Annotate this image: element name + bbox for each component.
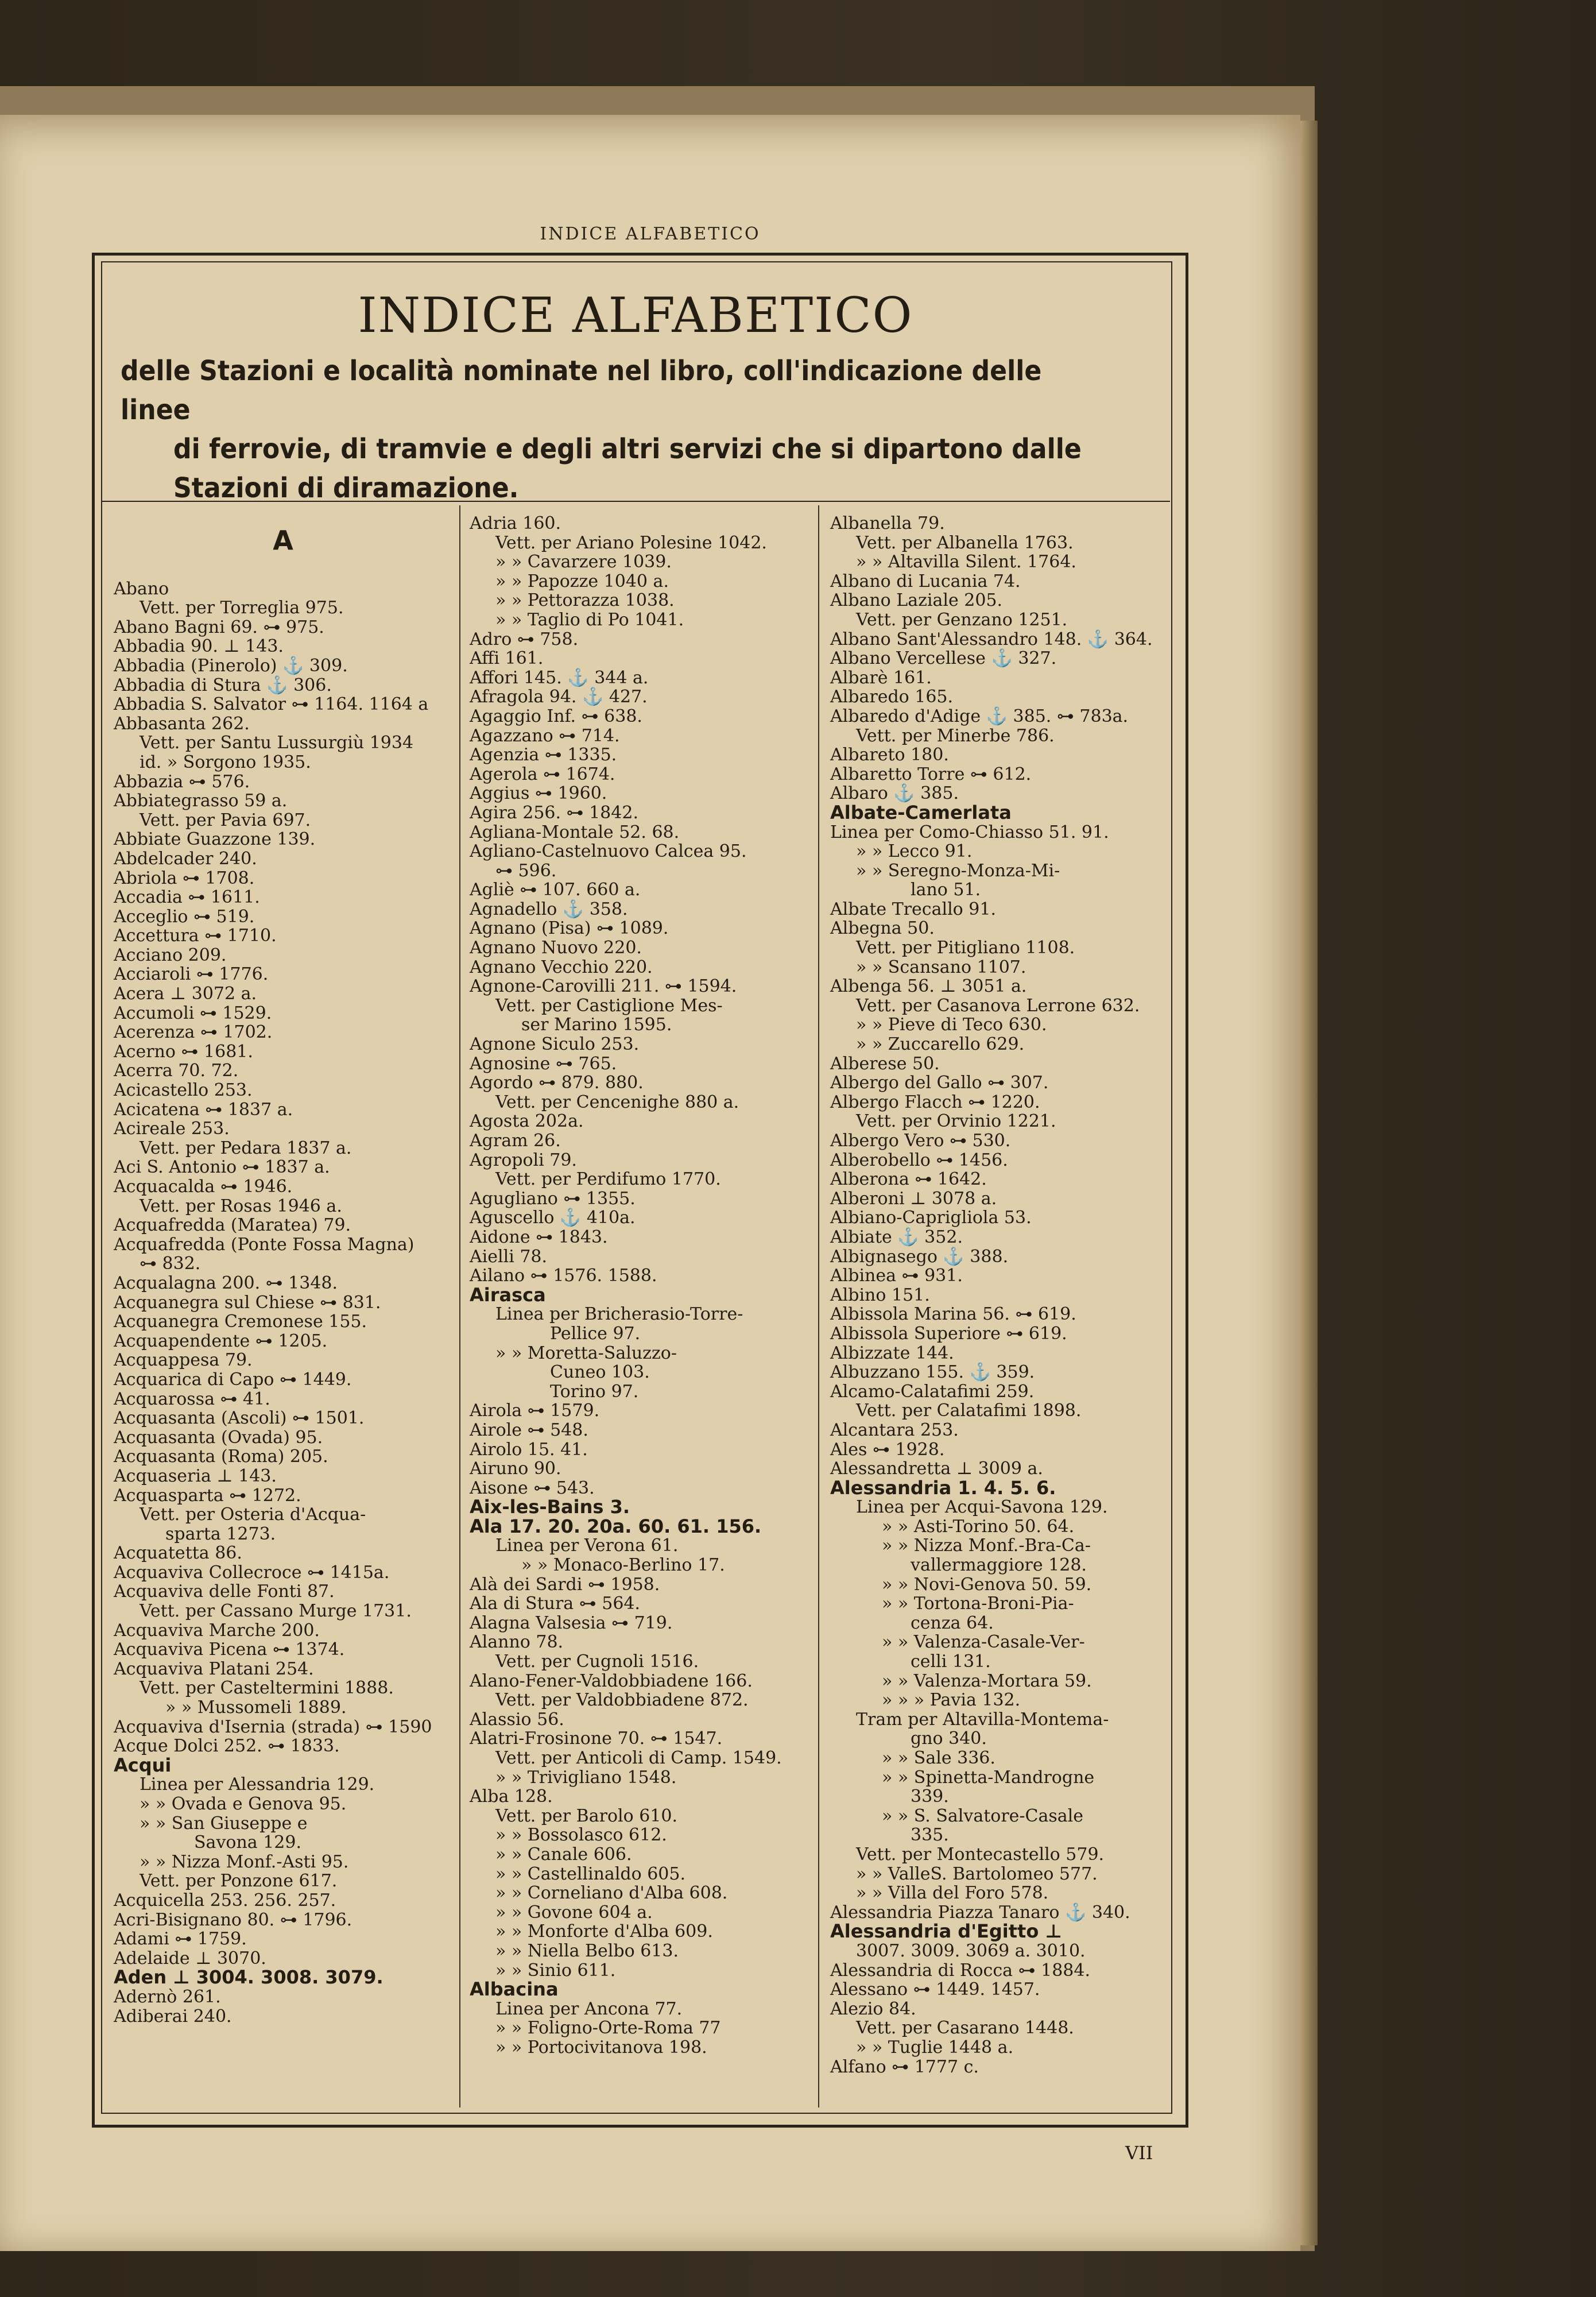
index-entry: » » Monforte d'Alba 609. [495,1921,713,1942]
index-entry: Albignasego ⚓ 388. [830,1246,1009,1267]
index-entry: Vett. per Pedara 1837 a. [140,1138,352,1158]
index-entry: Acireale 253. [114,1119,230,1139]
index-entry: » » Castellinaldo 605. [495,1863,686,1884]
index-entry: Albarè 161. [830,667,932,688]
index-entry: Agram 26. [470,1131,561,1151]
index-entry: Acerno ⊶ 1681. [114,1041,253,1062]
index-entry: Vett. per Rosas 1946 a. [140,1196,342,1216]
index-entry: Acerra 70. 72. [114,1061,239,1081]
index-entry: Albinea ⊶ 931. [830,1266,963,1286]
index-entry: Cuneo 103. [550,1362,650,1383]
index-entry: Acquaviva Platani 254. [114,1658,314,1679]
index-entry: Abbadia (Pinerolo) ⚓ 309. [114,655,348,676]
subtitle-line-1: delle Stazioni e località nominate nel libro, coll'indicazione delle linee [121,355,1042,426]
index-entry: Agira 256. ⊶ 1842. [470,802,638,823]
index-entry: Ala di Stura ⊶ 564. [470,1594,641,1614]
index-entry: » » Canale 606. [495,1844,632,1865]
index-entry: Acquasanta (Ovada) 95. [114,1427,323,1448]
index-entry: Acceglio ⊶ 519. [114,906,255,927]
index-entry: Albenga 56. ⊥ 3051 a. [830,976,1027,997]
index-entry: Alessandria Piazza Tanaro ⚓ 340. [830,1902,1130,1923]
index-entry: Aielli 78. [470,1246,548,1267]
index-entry: Airolo 15. 41. [470,1439,588,1460]
index-entry: Agnano (Pisa) ⊶ 1089. [470,918,669,939]
index-entry: Linea per Ancona 77. [495,1998,683,2019]
index-entry: Alba 128. [470,1786,553,1807]
index-entry: Vett. per Pitigliano 1108. [856,938,1075,958]
index-entry: Adernò 261. [114,1986,221,2007]
index-entry: » » Zuccarello 629. [856,1034,1025,1055]
index-entry: Torino 97. [550,1381,639,1402]
index-entry: Agugliano ⊶ 1355. [470,1188,636,1209]
index-entry: » » Cavarzere 1039. [495,552,672,573]
index-entry: » » Spinetta-Mandrogne [882,1767,1095,1788]
index-entry: » » Taglio di Po 1041. [495,609,684,630]
index-entry: Vett. per Minerbe 786. [856,725,1055,746]
index-entry: Acquarica di Capo ⊶ 1449. [114,1369,352,1390]
index-entry: Agenzia ⊶ 1335. [470,745,617,765]
index-entry: Agerola ⊶ 1674. [470,764,615,784]
index-entry: Aci S. Antonio ⊶ 1837 a. [114,1157,330,1178]
index-entry: Albano Sant'Alessandro 148. ⚓ 364. [830,629,1153,649]
index-entry: Acquappesa 79. [114,1350,253,1371]
index-entry: Tram per Altavilla-Montema- [856,1709,1109,1730]
index-entry: Acquaseria ⊥ 143. [114,1465,277,1486]
index-entry: Alberobello ⊶ 1456. [830,1150,1008,1170]
index-entry: Albaredo d'Adige ⚓ 385. ⊶ 783a. [830,706,1129,726]
subtitle [121,351,1082,508]
index-entry: Acquafredda (Ponte Fossa Magna) [114,1234,415,1255]
index-entry: » » ValleS. Bartolomeo 577. [856,1863,1098,1884]
index-entry: Albino 151. [830,1285,930,1305]
index-entry: Affori 145. ⚓ 344 a. [470,667,649,688]
index-entry: Vett. per Barolo 610. [495,1805,678,1826]
index-entry: Vett. per Casanova Lerrone 632. [856,995,1140,1016]
index-entry: Albiano-Caprigliola 53. [830,1208,1032,1228]
index-entry: Alà dei Sardi ⊶ 1958. [470,1574,660,1595]
index-entry: Agnano Vecchio 220. [470,957,653,977]
index-entry: Alessano ⊶ 1449. 1457. [830,1979,1040,2000]
index-entry: Abdelcader 240. [114,848,257,869]
index-entry: Adami ⊶ 1759. [114,1929,247,1950]
index-entry: » » S. Salvatore-Casale [882,1805,1084,1826]
index-entry: Adro ⊶ 758. [470,629,579,649]
index-station-heading: Albate-Camerlata [830,801,1012,823]
index-column-1 [114,514,452,2026]
index-entry: Agliana-Montale 52. 68. [470,822,680,842]
index-entry: » » Pieve di Teco 630. [856,1015,1047,1035]
index-entry: Albano Laziale 205. [830,590,1003,611]
index-entry: Accettura ⊶ 1710. [114,926,277,946]
index-entry: vallermaggiore 128. [911,1555,1087,1576]
index-entry: Savona 129. [194,1832,301,1853]
index-column-2 [470,514,811,2058]
index-entry: Linea per Verona 61. [495,1536,679,1556]
index-entry: » » Monaco-Berlino 17. [521,1555,725,1576]
index-entry: Agnone-Carovilli 211. ⊶ 1594. [470,976,737,997]
index-entry: Alezio 84. [830,1998,916,2019]
index-entry: Agnone Siculo 253. [470,1034,640,1055]
index-entry: » » Lecco 91. [856,841,973,862]
index-entry: Albissola Superiore ⊶ 619. [830,1323,1067,1344]
index-entry: » » Villa del Foro 578. [856,1883,1049,1904]
index-station-heading: Aix-les-Bains 3. [470,1496,630,1518]
index-entry: Acera ⊥ 3072 a. [114,984,257,1004]
index-station-heading: Acqui [114,1754,172,1776]
index-station-heading: Alessandria d'Egitto ⊥ [830,1920,1062,1943]
index-entry: Albaretto Torre ⊶ 612. [830,764,1032,784]
index-entry: Albergo del Gallo ⊶ 307. [830,1073,1049,1093]
index-entry: Abano [114,578,169,599]
index-entry: » » Tortona-Broni-Pia- [882,1594,1074,1614]
subtitle-line-2: di ferrovie, di tramvie e degli altri servizi che si dipartono dalle [173,433,1082,465]
index-entry: Adiberai 240. [114,2006,232,2027]
index-entry: lano 51. [911,880,981,900]
index-entry: Accumoli ⊶ 1529. [114,1003,272,1023]
index-entry: Vett. per Osteria d'Acqua- [140,1505,366,1525]
index-entry: Agazzano ⊶ 714. [470,725,620,746]
index-entry: Airole ⊶ 548. [470,1420,588,1440]
column-divider-2 [818,505,819,2107]
index-entry: Vett. per Torreglia 975. [140,598,344,618]
index-entry: ⊶ 832. [140,1254,201,1274]
index-station-heading: Aden ⊥ 3004. 3008. 3079. [114,1966,383,1989]
index-entry: Albizzate 144. [830,1343,954,1363]
index-entry: Albergo Vero ⊶ 530. [830,1131,1011,1151]
index-entry: Vett. per Cassano Murge 1731. [140,1601,412,1622]
index-entry: » » Sale 336. [882,1748,995,1768]
index-entry: Acquapendente ⊶ 1205. [114,1331,328,1351]
index-entry: Agliano-Castelnuovo Calcea 95. [470,841,747,862]
section-letter: A [273,525,293,556]
index-entry: Albate Trecallo 91. [830,899,996,919]
index-entry: Alatri-Frosinone 70. ⊶ 1547. [470,1728,723,1749]
index-entry: Linea per Como-Chiasso 51. 91. [830,822,1109,842]
index-entry: Albareto 180. [830,745,949,765]
index-entry: Acquafredda (Maratea) 79. [114,1215,351,1236]
index-entry: Vett. per Perdifumo 1770. [495,1169,721,1190]
index-entry: Vett. per Cencenighe 880 a. [495,1092,739,1112]
index-entry: Acquaviva Collecroce ⊶ 1415a. [114,1562,390,1583]
index-entry: Vett. per Santu Lussurgiù 1934 [140,733,414,753]
index-entry: » » San Giuseppe e [140,1813,308,1834]
index-entry: Ailano ⊶ 1576. 1588. [470,1266,657,1286]
index-entry: Vett. per Montecastello 579. [856,1844,1105,1865]
index-station-heading: Airasca [470,1283,546,1306]
index-entry: Agliè ⊶ 107. 660 a. [470,880,641,900]
index-entry: Agaggio Inf. ⊶ 638. [470,706,642,726]
index-entry: Acqualagna 200. ⊶ 1348. [114,1273,338,1293]
index-entry: id. » Sorgono 1935. [140,752,311,772]
index-entry: Abbadia 90. ⊥ 143. [114,636,284,657]
index-entry: Agropoli 79. [470,1150,577,1170]
index-entry: Abbadia S. Salvator ⊶ 1164. 1164 a [114,694,429,715]
index-entry: Linea per Acqui-Savona 129. [856,1497,1108,1518]
index-entry: » » Asti-Torino 50. 64. [882,1516,1075,1537]
index-entry: ser Marino 1595. [521,1015,672,1035]
index-entry: Agordo ⊶ 879. 880. [470,1073,644,1093]
index-entry: Abriola ⊶ 1708. [114,868,255,888]
index-entry: » » Nizza Monf.-Asti 95. [140,1851,349,1872]
index-entry: » » Novi-Genova 50. 59. [882,1574,1092,1595]
index-entry: Vett. per Orvinio 1221. [856,1111,1056,1132]
index-entry: Alessandria di Rocca ⊶ 1884. [830,1960,1091,1981]
index-entry: Adelaide ⊥ 3070. [114,1948,266,1969]
index-entry: Alberese 50. [830,1053,940,1074]
index-entry: Agnadello ⚓ 358. [470,899,628,919]
index-entry: Vett. per Casteltermini 1888. [140,1678,394,1699]
index-entry: Alberoni ⊥ 3078 a. [830,1188,997,1209]
page-fore-edge [1300,121,1318,2245]
index-station-heading: Ala 17. 20. 20a. 60. 61. 156. [470,1515,762,1537]
index-entry: Acquaviva Picena ⊶ 1374. [114,1639,345,1660]
index-entry: » » Nizza Monf.-Bra-Ca- [882,1536,1091,1556]
index-entry: gno 340. [911,1728,987,1749]
index-entry: celli 131. [911,1652,991,1672]
index-entry: 3007. 3009. 3069 a. 3010. [856,1940,1086,1961]
index-entry: » » Niella Belbo 613. [495,1940,679,1961]
index-entry: Alcantara 253. [830,1420,959,1440]
index-station-heading: Albacina [470,1978,559,2001]
title-divider [101,501,1170,502]
column-divider-1 [459,505,460,2107]
index-entry: Acquarossa ⊶ 41. [114,1389,270,1409]
index-entry: Acquacalda ⊶ 1946. [114,1177,293,1197]
index-entry: Albanella 79. [830,513,945,533]
index-entry: Aidone ⊶ 1843. [470,1227,608,1247]
index-entry: Abbadia di Stura ⚓ 306. [114,675,332,695]
index-entry: Acquaviva Marche 200. [114,1620,320,1641]
index-entry: Acquaviva d'Isernia (strada) ⊶ 1590 [114,1716,432,1737]
index-entry: Aggius ⊶ 1960. [470,783,607,804]
index-entry: Alanno 78. [470,1632,564,1653]
index-entry: Albuzzano 155. ⚓ 359. [830,1362,1035,1383]
index-entry: Accadia ⊶ 1611. [114,887,260,908]
index-entry: » » Corneliano d'Alba 608. [495,1883,728,1904]
index-entry: » » » Pavia 132. [882,1690,1021,1711]
index-entry: » » Foligno-Orte-Roma 77 [495,2018,721,2039]
index-entry: » » Seregno-Monza-Mi- [856,860,1060,881]
index-entry: » » Tuglie 1448 a. [856,2037,1014,2058]
index-entry: Albergo Flacch ⊶ 1220. [830,1092,1040,1112]
index-entry: » » Altavilla Silent. 1764. [856,552,1076,573]
index-entry: Agnosine ⊶ 765. [470,1053,617,1074]
index-entry: Afragola 94. ⚓ 427. [470,687,648,707]
index-entry: Acerenza ⊶ 1702. [114,1022,273,1043]
index-entry: Albissola Marina 56. ⊶ 619. [830,1304,1076,1325]
index-entry: Acquaviva delle Fonti 87. [114,1581,335,1602]
index-entry: Acri-Bisignano 80. ⊶ 1796. [114,1909,352,1930]
index-entry: Vett. per Ariano Polesine 1042. [495,532,767,553]
index-entry: Vett. per Genzano 1251. [856,609,1068,630]
index-entry: Alessandretta ⊥ 3009 a. [830,1459,1043,1479]
index-entry: Vett. per Ponzone 617. [140,1871,338,1892]
index-entry: Abbasanta 262. [114,713,250,734]
index-entry: » » Portocivitanova 198. [495,2037,707,2058]
index-entry: Abbazia ⊶ 576. [114,771,250,792]
index-entry: » » Valenza-Casale-Ver- [882,1632,1085,1653]
index-entry: Alberona ⊶ 1642. [830,1169,987,1190]
index-station-heading: Alessandria 1. 4. 5. 6. [830,1476,1056,1499]
index-entry: Acicastello 253. [114,1080,253,1101]
index-entry: Albaredo 165. [830,687,954,707]
subtitle-line-3: Stazioni di diramazione. [173,472,519,504]
index-entry: Albegna 50. [830,918,935,939]
index-entry: Acquasanta (Roma) 205. [114,1447,328,1467]
index-entry: Airola ⊶ 1579. [470,1401,600,1421]
index-entry: Alano-Fener-Valdobbiadene 166. [470,1670,753,1691]
index-entry: Acquanegra sul Chiese ⊶ 831. [114,1292,381,1313]
index-entry: Vett. per Castiglione Mes- [495,995,723,1016]
index-entry: ⊶ 596. [495,860,557,881]
index-entry: Acquasanta (Ascoli) ⊶ 1501. [114,1408,365,1429]
index-entry: Vett. per Casarano 1448. [856,2018,1074,2039]
index-entry: Alcamo-Calatafimi 259. [830,1381,1035,1402]
index-entry: » » Moretta-Saluzzo- [495,1343,677,1363]
index-entry: Pellice 97. [550,1323,641,1344]
index-entry: Vett. per Anticoli di Camp. 1549. [495,1748,782,1768]
index-column-3 [830,514,1166,2076]
index-entry: » » Trivigliano 1548. [495,1767,677,1788]
index-entry: 335. [911,1825,949,1846]
index-entry: Acquatetta 86. [114,1543,242,1564]
index-entry: » » Valenza-Mortara 59. [882,1670,1092,1691]
page-number: VII [1125,2142,1153,2164]
index-entry: Adria 160. [470,513,561,533]
index-entry: Vett. per Valdobbiadene 872. [495,1690,749,1711]
index-entry: Ales ⊶ 1928. [830,1439,945,1460]
index-entry: Linea per Alessandria 129. [140,1774,375,1795]
index-entry: Alassio 56. [470,1709,564,1730]
index-entry: Vett. per Pavia 697. [140,810,311,830]
index-entry: Acciano 209. [114,945,227,965]
index-entry: » » Pettorazza 1038. [495,590,675,611]
index-entry: » » Papozze 1040 a. [495,571,669,591]
index-entry: Abano Bagni 69. ⊶ 975. [114,617,324,637]
index-entry: Acque Dolci 252. ⊶ 1833. [114,1736,340,1757]
index-entry: Alagna Valsesia ⊶ 719. [470,1612,673,1633]
index-entry: » » Scansano 1107. [856,957,1026,977]
index-entry: Alfano ⊶ 1777 c. [830,2056,979,2077]
index-entry: Vett. per Albanella 1763. [856,532,1074,553]
index-entry: Abbiate Guazzone 139. [114,829,316,850]
index-entry: Acicatena ⊶ 1837 a. [114,1099,293,1120]
index-entry: » » Sinio 611. [495,1960,616,1981]
index-entry: Vett. per Calatafimi 1898. [856,1401,1082,1421]
index-entry: sparta 1273. [165,1523,276,1544]
index-entry: Albiate ⚓ 352. [830,1227,963,1247]
running-head: INDICE ALFABETICO [540,224,761,244]
index-entry: Agnano Nuovo 220. [470,938,642,958]
index-entry: Airuno 90. [470,1459,561,1479]
index-entry: Abbiategrasso 59 a. [114,791,288,811]
index-entry: cenza 64. [911,1612,994,1633]
index-entry: Aisone ⊶ 543. [470,1478,595,1498]
index-entry: Albano Vercellese ⚓ 327. [830,648,1057,669]
index-entry: Vett. per Cugnoli 1516. [495,1652,699,1672]
index-entry: » » Govone 604 a. [495,1902,653,1923]
index-entry: Albaro ⚓ 385. [830,783,959,804]
index-entry: Acquasparta ⊶ 1272. [114,1485,301,1506]
index-entry: Acquanegra Cremonese 155. [114,1312,367,1332]
index-entry: Agosta 202a. [470,1111,584,1132]
index-entry: » » Bossolasco 612. [495,1825,667,1846]
index-entry: Albano di Lucania 74. [830,571,1021,591]
index-entry: Aguscello ⚓ 410a. [470,1208,636,1228]
index-entry: Affi 161. [470,648,544,669]
index-entry: » » Ovada e Genova 95. [140,1794,347,1814]
index-entry: Acquicella 253. 256. 257. [114,1890,336,1911]
page-title: INDICE ALFABETICO [358,287,913,343]
index-entry: Linea per Bricherasio-Torre- [495,1304,743,1325]
index-entry: 339. [911,1786,949,1807]
index-entry: » » Mussomeli 1889. [165,1697,347,1718]
index-entry: Acciaroli ⊶ 1776. [114,964,269,985]
